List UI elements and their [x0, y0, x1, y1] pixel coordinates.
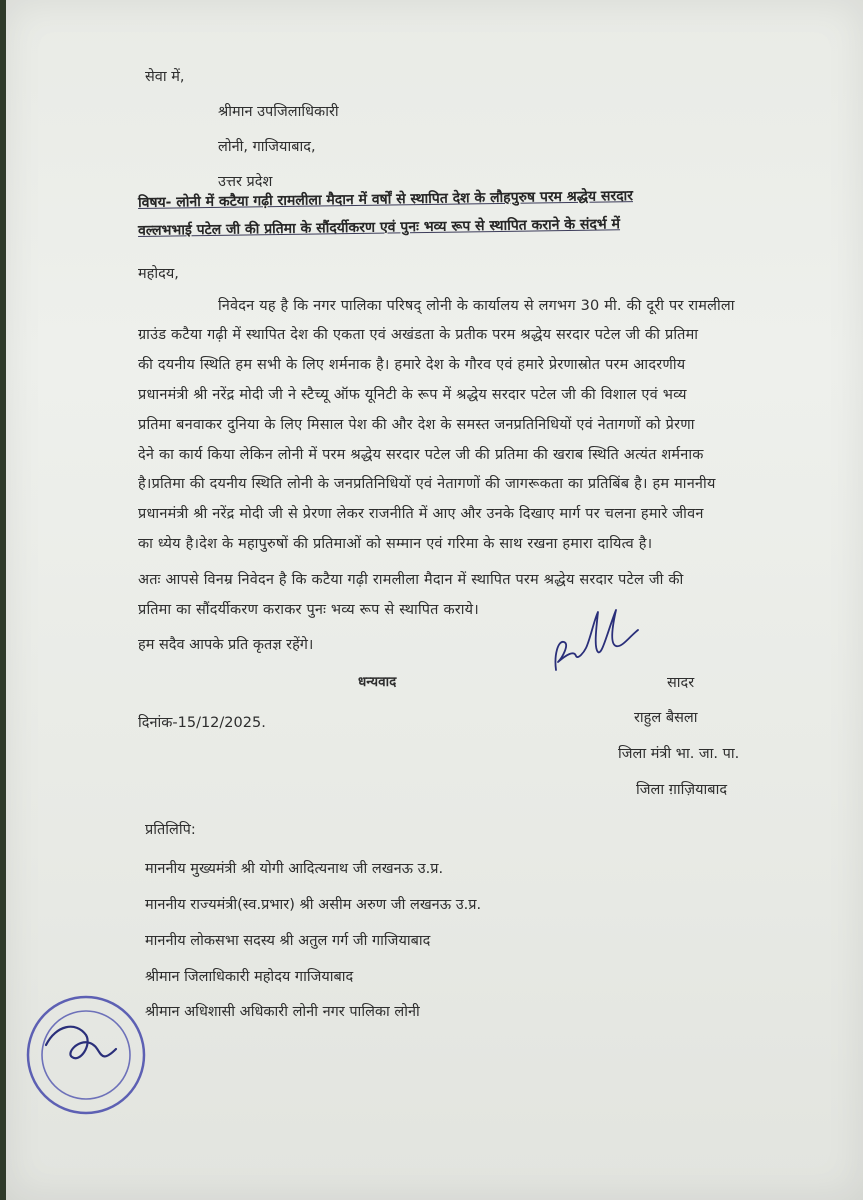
- recipient-line-1: श्रीमान उपजिलाधिकारी: [218, 104, 339, 120]
- sender-district: जिला ग़ाज़ियाबाद: [636, 782, 728, 798]
- closing-line: हम सदैव आपके प्रति कृतज्ञ रहेंगे।: [138, 637, 314, 653]
- request-line-1: अतः आपसे विनम्र निवेदन है कि कटैया गढ़ी रामलीला मैदान में स्थापित परम श्रद्धेय सरदार पटेल जी की: [138, 572, 684, 588]
- body-line-5: प्रतिमा बनवाकर दुनिया के लिए मिसाल पेश की और देश के समस्त जनप्रतिनिधियों एवं नेतागणों को प्रेरणा: [138, 417, 695, 433]
- sender-regards: सादर: [667, 675, 695, 691]
- body-line-8: प्रधानमंत्री श्री नरेंद्र मोदी जी से प्रेरणा लेकर राजनीति में आए और उनके दिखाए मार्ग पर चलना हमारे जीवन: [138, 506, 704, 522]
- recipient-line-2: लोनी, गाजियाबाद,: [218, 139, 316, 155]
- copy-line-5: श्रीमान अधिशासी अधिकारी लोनी नगर पालिका लोनी: [145, 1004, 420, 1020]
- sender-designation: जिला मंत्री भा. जा. पा.: [618, 746, 740, 762]
- body-line-2: ग्राउंड कटैया गढ़ी में स्थापित देश की एकता एवं अखंडता के प्रतीक परम श्रद्धेय सरदार पटेल जी की प्रतिमा: [138, 327, 699, 343]
- body-line-1: निवेदन यह है कि नगर पालिका परिषद् लोनी के कार्यालय से लगभग 30 मी. की दूरी पर रामलीला: [218, 298, 735, 314]
- letter-date: दिनांक-15/12/2025.: [138, 715, 266, 731]
- copy-line-1: माननीय मुख्यमंत्री श्री योगी आदित्यनाथ जी लखनऊ उ.प्र.: [145, 861, 444, 877]
- salutation-to: सेवा में,: [145, 69, 185, 85]
- sender-name: राहुल बैसला: [634, 710, 698, 726]
- thanks-text: धन्यवाद: [358, 674, 397, 690]
- recipient-line-3: उत्तर प्रदेश: [218, 174, 273, 190]
- body-line-7: है।प्रतिमा की दयनीय स्थिति लोनी के जनप्रतिनिधियों एवं नेतागणों की जागरूकता का प्रतिबिंब है। हम माननीय: [138, 476, 716, 492]
- letter-page: [6, 0, 863, 1200]
- body-line-9: का ध्येय है।देश के महापुरुषों की प्रतिमाओं को सम्मान एवं गरिमा के साथ रखना हमारा दायित्व है।: [138, 536, 653, 552]
- body-line-3: की दयनीय स्थिति हम सभी के लिए शर्मनाक है। हमारे देश के गौरव एवं हमारे प्रेरणास्रोत परम आदरणीय: [138, 357, 686, 373]
- copy-line-3: माननीय लोकसभा सदस्य श्री अतुल गर्ग जी गाजियाबाद: [145, 933, 431, 949]
- copy-line-2: माननीय राज्यमंत्री(स्व.प्रभार) श्री असीम अरुण जी लखनऊ उ.प्र.: [145, 897, 482, 913]
- body-line-4: प्रधानमंत्री श्री नरेंद्र मोदी जी ने स्टैच्यू ऑफ यूनिटी के रूप में श्रद्धेय सरदार पटेल जी की विशाल एवं भव्य: [138, 387, 687, 403]
- office-stamp: [6, 985, 166, 1125]
- signature: [546, 600, 646, 680]
- request-line-2: प्रतिमा का सौंदर्यीकरण कराकर पुनः भव्य रूप से स्थापित कराये।: [138, 602, 479, 618]
- body-line-6: देने का कार्य किया लेकिन लोनी में परम श्रद्धेय सरदार पटेल जी की प्रतिमा की खराब स्थिति अत्यंत शर्मनाक: [138, 447, 704, 463]
- copy-label: प्रतिलिपि:: [145, 822, 196, 838]
- subject-line-1: विषय- लोनी में कटैया गढ़ी रामलीला मैदान में वर्षों से स्थापित देश के लौहपुरुष परम श्रद्धेय सरदार: [137, 188, 634, 211]
- greeting: महोदय,: [138, 266, 179, 282]
- copy-line-4: श्रीमान जिलाधिकारी महोदय गाजियाबाद: [145, 969, 354, 985]
- subject-line-2: वल्लभभाई पटेल जी की प्रतिमा के सौंदर्यीकरण एवं पुनः भव्य रूप से स्थापित कराने के संदर्भ में: [137, 216, 621, 239]
